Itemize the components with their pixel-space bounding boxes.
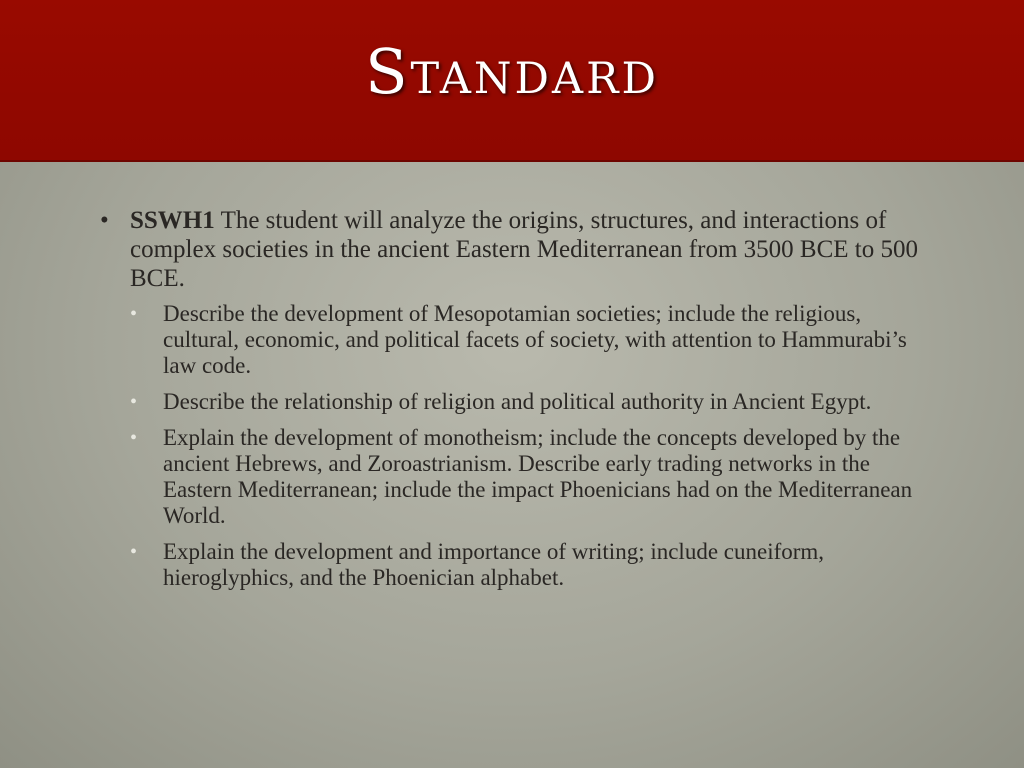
bullet-icon: •: [130, 391, 138, 413]
main-bullet-item: [96, 206, 936, 293]
sub-bullet-text: Explain the development and importance of writing; include cuneiform, hieroglyphics, and the Phoenician alphabet.: [163, 539, 825, 590]
sub-bullet-item: [130, 301, 936, 379]
bullet-icon: •: [130, 541, 138, 563]
bullet-icon: •: [100, 207, 109, 234]
slide-content: [96, 206, 936, 601]
slide-title: Standard: [365, 35, 659, 108]
sub-bullet-item: [130, 389, 936, 415]
sub-bullet-text: Explain the development of monotheism; include the concepts developed by the ancient Hebrews, and Zoroastrianism. Describe early trading networks in the Eastern Mediterranean; include the impact Phoenicians had on the Mediterranean World.: [163, 425, 913, 528]
sub-bullet-item: [130, 539, 936, 591]
title-bar: [0, 0, 1024, 162]
bullet-icon: •: [130, 427, 138, 449]
sub-bullet-text: Describe the relationship of religion and political authority in Ancient Egypt.: [163, 389, 872, 414]
sub-bullet-item: [130, 425, 936, 529]
sub-bullet-text: Describe the development of Mesopotamian societies; include the religious, cultural, economic, and political facets of society, with attention to Hammurabi’s law code.: [163, 301, 907, 378]
bullet-icon: •: [130, 303, 138, 325]
standard-text: The student will analyze the origins, structures, and interactions of complex societies in the ancient Eastern Mediterranean from 3500 BCE to 500 BCE.: [130, 207, 918, 292]
sub-bullet-list: [130, 301, 936, 591]
standard-code: SSWH1: [130, 207, 215, 234]
